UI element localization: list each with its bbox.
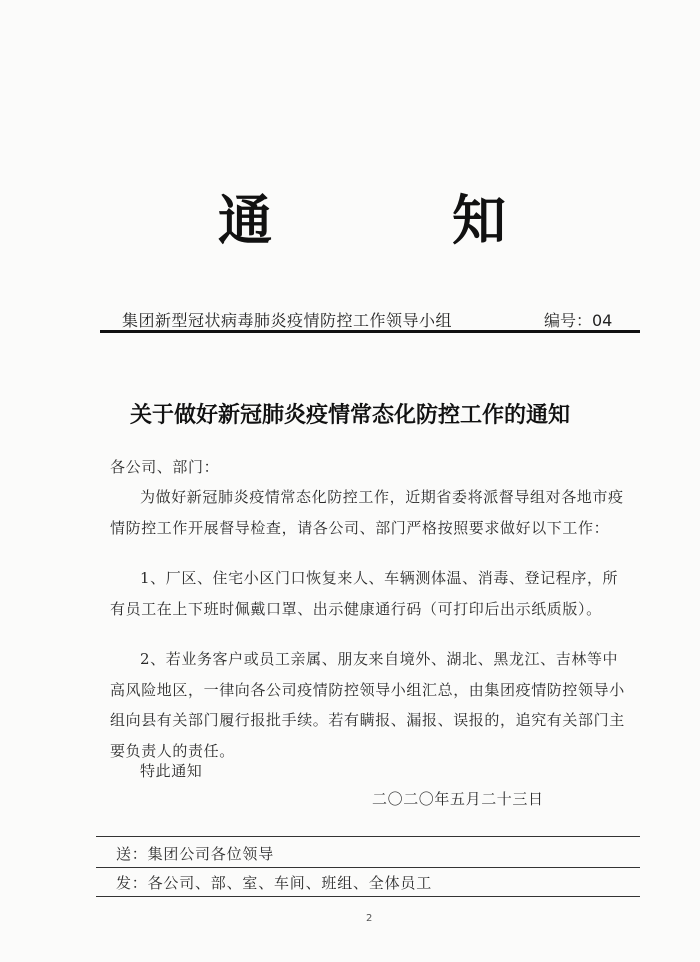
notice-title: 关于做好新冠肺炎疫情常态化防控工作的通知: [129, 402, 570, 428]
closing-phrase: 特此通知: [140, 762, 203, 780]
document-number: 编号：04: [544, 311, 613, 330]
paragraph-intro: 为做好新冠肺炎疫情常态化防控工作，近期省委将派督导组对各地市疫情防控工作开展督导检查，请各公司、部门严格按照要求做好以下工作：: [110, 488, 624, 537]
distribution-cc: 发：各公司、部、室、车间、班组、全体员工: [116, 874, 433, 892]
paragraph-item-2: 2、若业务客户或员工亲属、朋友来自境外、湖北、黑龙江、吉林等中高风险地区，一律向各公司疫情防控领导小组汇总，由集团疫情防控领导小组向县有关部门履行报批手续。若有瞒报、漏报、误报的，追究有关部门主要负责人的责任。: [110, 650, 625, 760]
distribution-to: 送：集团公司各位领导: [116, 845, 275, 863]
issuer-name: 集团新型冠状病毒肺炎疫情防控工作领导小组: [122, 311, 453, 330]
header-divider: [100, 330, 640, 333]
issue-date: 二〇二〇年五月二十三日: [372, 790, 544, 808]
paragraph-item-1: 1、厂区、住宅小区门口恢复来人、车辆测体温、消毒、登记程序，所有员工在上下班时佩戴口罩、出示健康通行码（可打印后出示纸质版）。: [110, 569, 619, 618]
document-heading: [0, 178, 700, 258]
distribution-middle-rule: [96, 867, 640, 868]
distribution-top-rule: [96, 836, 640, 837]
heading-char-1: 通: [218, 188, 272, 252]
page-number: 2: [366, 913, 373, 924]
heading-char-2: 知: [452, 188, 506, 252]
distribution-bottom-rule: [96, 896, 640, 897]
addressee: 各公司、部门：: [110, 458, 220, 476]
